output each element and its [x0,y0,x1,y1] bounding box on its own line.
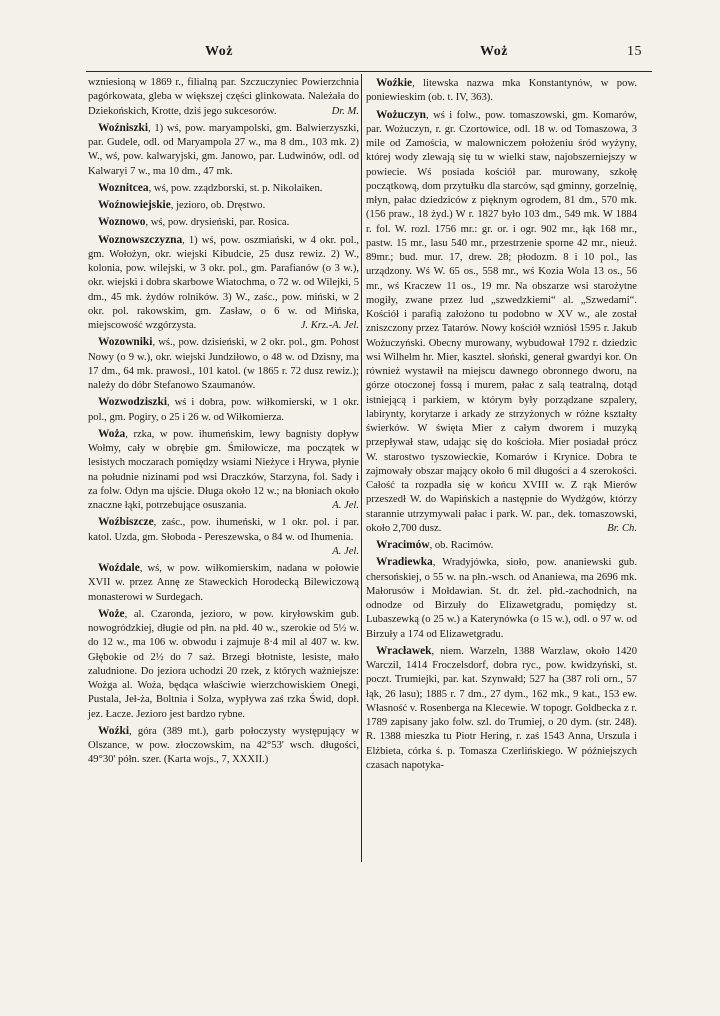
entry-headword: Woża [98,427,126,440]
header-rule [86,71,652,72]
dictionary-entry: Woźkie, litewska nazwa mka Konstantynów, w pow. poniewieskim (ob. t. IV, 363). [366,77,638,104]
entry-signature: Br. Ch. [607,522,637,534]
entry-text: wś, pow. zządzborski, st. p. Nikolaiken. [153,182,323,194]
entry-text: al. Czaronda, jezioro, w pow. kiryłowskim gub. nowogródzkiej, długie od płn. na płd. 40 w., szerokie od 5½ w. do 12 w., ma 106 w. obwodu i zajmuje 8·4 mil al 407 w. kw. Głębokie od 2½ do 7 saż. Brzegi błotniste, lesiste, mało zaludnione. Do jeziora uchodzi 20 rzek, z których ważniejsze: Wożga al. Woża, będąca właściwie wierzchowiskiem Onegi, Pustala, Jeł-ża, Boltnia i Solza, wypływa zaś rzka Świd, dopł. jez. Łacze. Jezioro jest bardzo rybne. [88,608,360,720]
dictionary-entry: Woźniszki, 1) wś, pow. maryampolski, gm. Balwierzyszki, par. Gudele, odl. od Maryampola 27 w., ma 8 dm., 103 mk. 2) W., wś, pow. kalwaryjski, gm. Janowo, par. Ludwinów, odl. od Kalwaryi 7 w., ma 10 dm., 47 mk. [88,121,360,177]
entry-headword: Woźkie [376,77,413,89]
dictionary-entry: Woznowszczyzna, 1) wś, pow. oszmiański, w 4 okr. pol., gm. Wołożyn, okr. wiejski Kibudcie, 25 dusz rewiz. 2) W., kolonia, pow. wilejski, w 3 okr. pol., gm. Parafianów (o 3 w.), okr. wiejski i dobra skarbowe Wiatochma, o 72 w. od Wilejki, 5 dm., 45 mk. żydów rolników. 3) W., zaśc., pow. miński, w 2 okr. pol. rakowskim, gm. Zasław, o 6 w. od Mińska, miejscowość wzgórzysta. J. Krz.-A. Jel. [88,233,359,334]
entry-text: wś, w pow. wiłkomierskim, nadana w połowie XVII w. przez Annę ze Staweckich Horodecką Bilewiczową monasterowi w Surdegach. [88,563,360,603]
entry-signature: J. Krz.-A. Jel. [300,320,359,331]
dictionary-entry: Wracławek, niem. Warzeln, 1388 Warzlaw, około 1420 Warczil, 1414 Froczelsdorf, dobra ryc., pow. kwidzyński, st. poczt. Trumiejki, par. kat. Szynwałd; 527 ha (387 roli orn., 57 łąk, 26 lasu); 1885 r. 7 dm., 27 dym., 162 mk., 9 kat., 153 ew. Własność v. Rosenberga na Klecewie. W topogr. Goldbecka z r. 1789 zapisany jako folw. szl. do Trumiej, o 20 dym. (str. 248). R. 1388 mieszka tu Piotr Hering, r. zaś 1543 Anna, Urszula i Elżbieta, córka ś. p. Tomasza Czerlińskiego. W późniejszych czasach napotyka- [366,644,637,771]
dictionary-entry: Wożuczyn, wś i folw., pow. tomaszowski, gm. Komarów, par. Wożuczyn, r. gr. Czortowice, odl. 18 w. od Tomaszowa, 3 mile od Zamościa, w malowniczem położeniu śród wyżyny, której wody zlewają się tu w wielki staw, najobszerniejszy w powiecie. Wś posiada kościół par. murowany, szkołę początkową, dom przytułku dla starców, sąd gminny, gorzelnię, młyn, pałac dziedziców z pięknym ogrodem, 81 dm., 570 mk. (156 praw., 18 żyd.) W r. 1827 było 103 dm., 549 mk. W 1884 r. fol. W. rozl. 1756 mr.: gr. or. i ogr. 902 mr., łąk 168 mr., pastw. 15 mr., lasu 540 mr., przestrzenie sporne 42 mr., nieuż. 89mr.; bud. mur. 17, drew. 28; płodozm. 8 i 10 pol., las urządzony. Wś W. 65 os., 558 mr., wś Kozia Wola 13 os., 56 mr., wś Kraczew 11 os., 19 mr. Na obszarze wsi starożytne mogiły, zwane przez lud „szwedzkiemi“ al. „Szwedami“. Kościół i parafią założono tu podobno w XV w., ale został zniszczony przez Tatarów. Nowy kościół wzniósł 1595 r. Jakub Wożuczyński. Obecny murowany, wybudował 1792 r. dziedzic wsi Wilhelm hr. Mier, kasztel. słoński, generał gwardyi kor. On również wystawił na miejscu dawnego obronnego dworu, na górze otoczonej fossą i murem, pałac z salą teatralną, dotąd istniejącą i parkiem, w którym były porządzane szpalery, labirynty, korytarze i arkady ze strzyżonych w różne kształty świerków. W święta Mier z całym dworem i muzyką przepływał staw, udając się do kościoła. Mier posiadał prócz W. starostwo tyszowieckie, Komarów i Krynice. Dobra te zajmowały obszar mający około 6 mil długości a 4 szerokości. Całość ta rozpadła się w końcu XVIII w. Z rąk Mierów przeszedł W. do Wapińskich a następnie do Wydżgów, którzy starannie utrzymywali pałac i park. W. par., dek. tomaszowski, około 2,700 dusz. Br. Ch. [366,108,637,537]
entry-text: jezioro, ob. Dręstwo. [176,200,266,211]
entry-text: rzka, w pow. ihumeńskim, lewy bagnisty dopływ Wołmy, cały w obrębie gm. Śmiłowicze, ma początek w lesistych moczarach pomiędzy wsiami Nieżyce i Hrywa, płynie na południe nizinami pod wsi Draczków, Starzyna, fol. Sady i za folw. Odyn ma ujście. Długa około 12 w.; na błoniach około znaczne łąki, potrzebujące osuszania. [88,428,359,511]
entry-headword: Wracimów [376,539,430,551]
entry-signature: Dr. M. [331,105,359,117]
dictionary-entry: Woża, rzka, w pow. ihumeńskim, lewy bagnisty dopływ Wołmy, cały w obrębie gm. Śmiłowicze, ma początek w lesistych moczarach pomiędzy wsiami Nieżyce i Hrywa, płynie na południe nizinami pod wsi Draczków, Starzyna, fol. Sady i za folw. Odyn ma ujście. Długa około 12 w.; na błoniach około znaczne łąki, potrzebujące osuszania. A. Jel. [88,427,359,514]
entry-headword: Woznowo [98,216,146,229]
entry-headword: Woźbiszcze [98,516,154,529]
entry-text: góra (389 mt.), garb połoczysty występujący w Olszance, w pow. złoczowskim, na 42°53' wsch. długości, 49°30' półn. szer. (Karta wojs., 7, XXXII.) [88,725,360,766]
entry-text: Wradyjówka, sioło, pow. ananiewski gub. chersońskiej, o 55 w. na płn.-wsch. od Ananiewa, ma 2696 mk. Małorusów i Mołdawian. St. dr. żel. płd.-zachodnich, na odnodze od Birzuły do Elizawetgradu, pomiędzy st. Lubaszewką (o 25 w.) a Katerynówka (o 15 w.), odl. o 97 w. od Birzuły a 174 od Elizawetgradu. [366,557,637,640]
entry-signature: A. Jel. [332,500,359,511]
entry-headword: Woże [98,607,125,620]
dictionary-entry: Wracimów, ob. Racimów. [376,539,494,551]
running-head-right: Woż [480,44,508,59]
entry-headword: Woznitcea [98,181,149,194]
entry-headword: Woźnowiejskie [98,199,171,211]
entry-text: ob. Racimów. [434,540,494,551]
entry-headword: Wozwodziszki [98,396,167,409]
entry-headword: Woźdale [98,562,140,574]
dictionary-entry: Woźbiszcze, zaśc., pow. ihumeński, w 1 okr. pol. i par. katol. Uzda, gm. Słoboda - Pereszewska, o 84 w. od Ihumenia. A. Jel. [88,515,359,559]
entry-text: wś., pow. dzisieński, w 2 okr. pol., gm. Pohost Nowy (o 9 w.), okr. wiejski Jundziłowo, o 48 w. od Dzisny, ma 17 dm., 64 mk. prawosł., 101 katol. (w 1865 r. 72 dusz rewiz.); należy do dóbr Stefanowo Szaumanów. [88,337,359,391]
entry-headword: Wożuczyn [376,108,426,121]
left-column [88,76,359,770]
dictionary-entry: Woźnowiejskie, jezioro, ob. Dręstwo. [98,199,266,211]
dictionary-entry [88,76,359,119]
dictionary-entry: Wozowniki, wś., pow. dzisieński, w 2 okr. pol., gm. Pohost Nowy (o 9 w.), okr. wiejski Jundziłowo, o 48 w. od Dzisny, ma 17 dm., 64 mk. prawosł., 101 katol. (w 1865 r. 72 dusz rewiz.); należy do dóbr Stefanowo Szaumanów. [88,336,359,391]
dictionary-entry: Woznitcea, wś, pow. zządzborski, st. p. Nikolaiken. [98,181,323,194]
dictionary-entry: Woznowo, wś, pow. drysieński, par. Rosica. [98,216,290,229]
entry-text: wś i dobra, pow. wiłkomierski, w 1 okr. pol., gm. Pogiry, o 25 i 26 w. od Wiłkomierza. [88,397,360,423]
running-head-left: Woż [205,44,233,59]
entry-headword: Woźki [98,724,130,737]
dictionary-entry: Wradiewka, Wradyjówka, sioło, pow. ananiewski gub. chersońskiej, o 55 w. na płn.-wsch. od Ananiewa, ma 2696 mk. Małorusów i Mołdawian. St. dr. żel. płd.-zachodnich, na odnodze od Birzuły do Elizawetgradu, pomiędzy st. Lubaszewką (o 25 w.) a Katerynówka (o 15 w.), odl. o 97 w. od Birzuły a 174 od Elizawetgradu. [366,556,637,640]
dictionary-entry: Woźki, góra (389 mt.), garb połoczysty występujący w Olszance, w pow. złoczowskim, na 42°53' wsch. długości, 49°30' półn. szer. (Karta wojs., 7, XXXII.) [88,724,360,766]
entry-text: wś i folw., pow. tomaszowski, gm. Komarów, par. Wożuczyn, r. gr. Czortowice, odl. 18 w. od Tomaszowa, 3 mile od Zamościa, w malowniczem położeniu śród wyżyny, której wody zlewają się tu w wielki staw, najobszerniejszy w powiecie. Wś posiada kościół par. murowany, szkołę początkową, dom przytułku dla starców, sąd gminny, gorzelnię, młyn, pałac dziedziców z pięknym ogrodem, 81 dm., 570 mk. (156 praw., 18 żyd.) W r. 1827 było 103 dm., 549 mk. W 1884 r. fol. W. rozl. 1756 mr.: gr. or. i ogr. 902 mr., łąk 168 mr., pastw. 15 mr., lasu 540 mr., przestrzenie sporne 42 mr., nieuż. 89mr.; bud. mur. 17, drew. 28; płodozm. 8 i 10 pol., las urządzony. Wś W. 65 os., 558 mr., wś Kozia Wola 13 os., 56 mr., wś Kraczew 11 os., 19 mr. Na obszarze wsi starożytne mogiły, zwane przez lud „szwedzkiemi“ al. „Szwedami“. Kościół i parafią założono tu podobno w XV w., ale został zniszczony przez Tatarów. Nowy kościół wzniósł 1595 r. Jakub Wożuczyński. Obecny murowany, wybudował 1792 r. dziedzic wsi Wilhelm hr. Mier, kasztel. słoński, generał gwardyi kor. On również wystawił na miejscu dawnego obronnego dworu, na górze otoczonej fossą i murem, pałac z salą teatralną, dotąd istniejącą i parkiem, w którym były porządzane szpalery, labirynty, korytarze i arkady ze strzyżonych w różne kształty świerków. W święta Mier z całym dworem i muzyką przepływał staw, udając się do kościoła. Mier posiadał prócz W. starostwo tyszowieckie, Komarów i Krynice. Dobra te zajmowały obszar mający około 6 mil długości a 4 szerokości. Całość ta rozpadła się w końcu XVIII w. Z rąk Mierów przeszedł W. do Wapińskich a następnie do Wydżgów, którzy starannie utrzymywali pałac i park. W. par., dek. tomaszowski, około 2,700 dusz. [366,109,637,534]
dictionary-entry: Woźdale, wś, w pow. wiłkomierskim, nadana w połowie XVII w. przez Annę ze Staweckich Horodecką Bilewiczową monasterowi w Surdegach. [88,562,360,603]
entry-text: 1) wś, pow. maryampolski, gm. Balwierzyszki, par. Gudele, odl. od Maryampola 27 w., ma 8 dm., 103 mk. 2) W., wś, pow. kalwaryjski, gm. Janowo, par. Ludwinów, odl. od Kalwaryi 7 w., ma 10 dm., 47 mk. [88,122,360,177]
entry-text: wzniesioną w 1869 r., filialną par. Szczuczyniec Powierzchnia pagórkowata, gleba w większej części glinkowata. Należała do Dziekońskich, Krotte, dziś jego sukcesorów. [88,77,359,117]
right-column [366,76,637,775]
entry-text: zaśc., pow. ihumeński, w 1 okr. pol. i par. katol. Uzda, gm. Słoboda - Pereszewska, o 84 w. od Ihumenia. [88,517,359,543]
entry-text: wś, pow. drysieński, par. Rosica. [150,217,290,229]
entry-text: litewska nazwa mka Konstantynów, w pow. poniewieskim (ob. t. IV, 363). [366,78,638,104]
column-divider [361,74,362,862]
entry-headword: Wozowniki [98,336,153,349]
dictionary-entry: Woże, al. Czaronda, jezioro, w pow. kiryłowskim gub. nowogródzkiej, długie od płn. na płd. 40 w., szerokie od 5½ w. do 12 w., ma 106 w. obwodu i zajmuje 8·4 mil al 407 w. kw. Głębokie od 2½ do 7 saż. Brzegi błotniste, lesiste, mało zaludnione. Do jeziora uchodzi 20 rzek, z których ważniejsze: Wożga al. Woża, będąca właściwie wierzchowiskiem Onegi, Pustala, Jeł-ża, Boltnia i Solza, wypływa zaś rzka Świd, dopł. jez. Łacze. Jezioro jest bardzo rybne. [88,607,360,720]
entry-headword: Wradiewka [376,556,433,569]
entry-text: 1) wś, pow. oszmiański, w 4 okr. pol., gm. Wołożyn, okr. wiejski Kibudcie, 25 dusz rewiz. 2) W., kolonia, pow. wilejski, w 3 okr. pol., gm. Parafianów (o 3 w.), okr. wiejski i dobra skarbowe Wiatochma, o 72 w. od Wilejki, 5 dm., 45 mk. żydów rolników. 3) W., zaśc., pow. miński, w 2 okr. pol. rakowskim, gm. Zasław, o 6 w. od Mińska, miejscowość wzgórzysta. [88,234,360,331]
dictionary-entry: Wozwodziszki, wś i dobra, pow. wiłkomierski, w 1 okr. pol., gm. Pogiry, o 25 i 26 w. od Wiłkomierza. [88,396,360,423]
entry-text: niem. Warzeln, 1388 Warzlaw, około 1420 Warczil, 1414 Froczelsdorf, dobra ryc., pow. kwidzyński, st. poczt. Trumiejki, par. kat. Szynwałd; 527 ha (387 roli orn., 57 łąk, 26 lasu); 1885 r. 7 dm., 27 dym., 162 mk., 9 kat., 153 ew. Własność v. Rosenberga na Klecewie. W topogr. Goldbecka z r. 1789 zapisany jako folw. szl. do Trumiej, o 20 dym. (str. 248). R. 1388 mieszka tu Piotr Hering, r. zaś 1543 Anna, Urszula i Elżbieta, córka ś. p. Tomasza Czerlińskiego. W późniejszych czasach napotyka- [366,645,637,771]
page-number: 15 [627,44,642,59]
entry-headword: Woźniszki [98,121,149,134]
entry-headword: Woznowszczyzna [98,233,183,246]
entry-headword: Wracławek [376,644,432,657]
entry-signature: A. Jel. [332,545,359,557]
